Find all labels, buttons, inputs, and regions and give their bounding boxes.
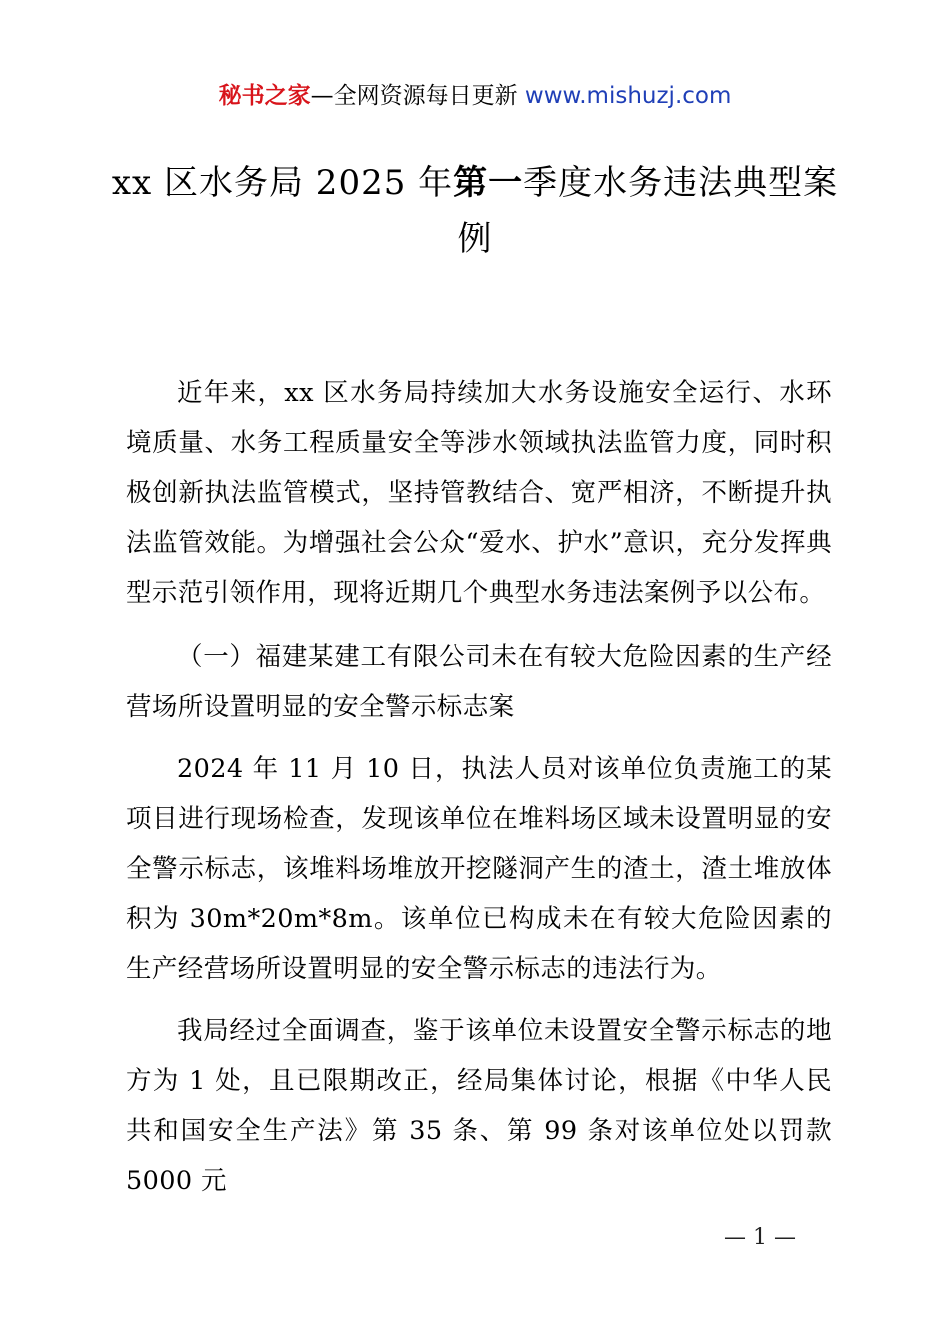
title-part-3: 季度水务违法典型案例 [457, 163, 839, 259]
site-header [0, 80, 950, 112]
document-title [110, 155, 840, 267]
case-penalty-paragraph: 我局经过全面调查，鉴于该单位未设置安全警示标志的地方为 1 处，且已限期改正，经局集体讨论，根据《中华人民共和国安全生产法》第 35 条、第 99 条对该单位处以罚款 5000 元 [126, 1016, 832, 1196]
intro-paragraph: 近年来，xx 区水务局持续加大水务设施安全运行、水环境质量、水务工程质量安全等涉水领域执法监管力度，同时积极创新执法监管模式，坚持管教结合、宽严相济，不断提升执法监管效能。为增强社会公众“爱水、护水”意识，充分发挥典型示范引领作用，现将近期几个典型水务违法案例予以公布。 [126, 378, 832, 608]
case-facts-paragraph: 2024 年 11 月 10 日，执法人员对该单位负责施工的某项目进行现场检查，发现该单位在堆料场区域未设置明显的安全警示标志，该堆料场堆放开挖隧洞产生的渣土，渣土堆放体积为 30m*20m*8m。该单位已构成未在有较大危险因素的生产经营场所设置明显的安全警示标志的违法行为。 [126, 754, 832, 984]
title-part-1: xx 区水务局 2025 年 [111, 163, 454, 203]
site-url-link[interactable]: www.mishuzj.com [524, 83, 732, 109]
case-heading: （一）福建某建工有限公司未在有较大危险因素的生产经营场所设置明显的安全警示标志案 [126, 642, 832, 722]
title-part-2: 第一 [453, 163, 524, 203]
page-number: — 1 — [724, 1225, 796, 1250]
site-tagline: —全网资源每日更新 [310, 83, 525, 109]
site-brand: 秘书之家 [218, 83, 311, 109]
